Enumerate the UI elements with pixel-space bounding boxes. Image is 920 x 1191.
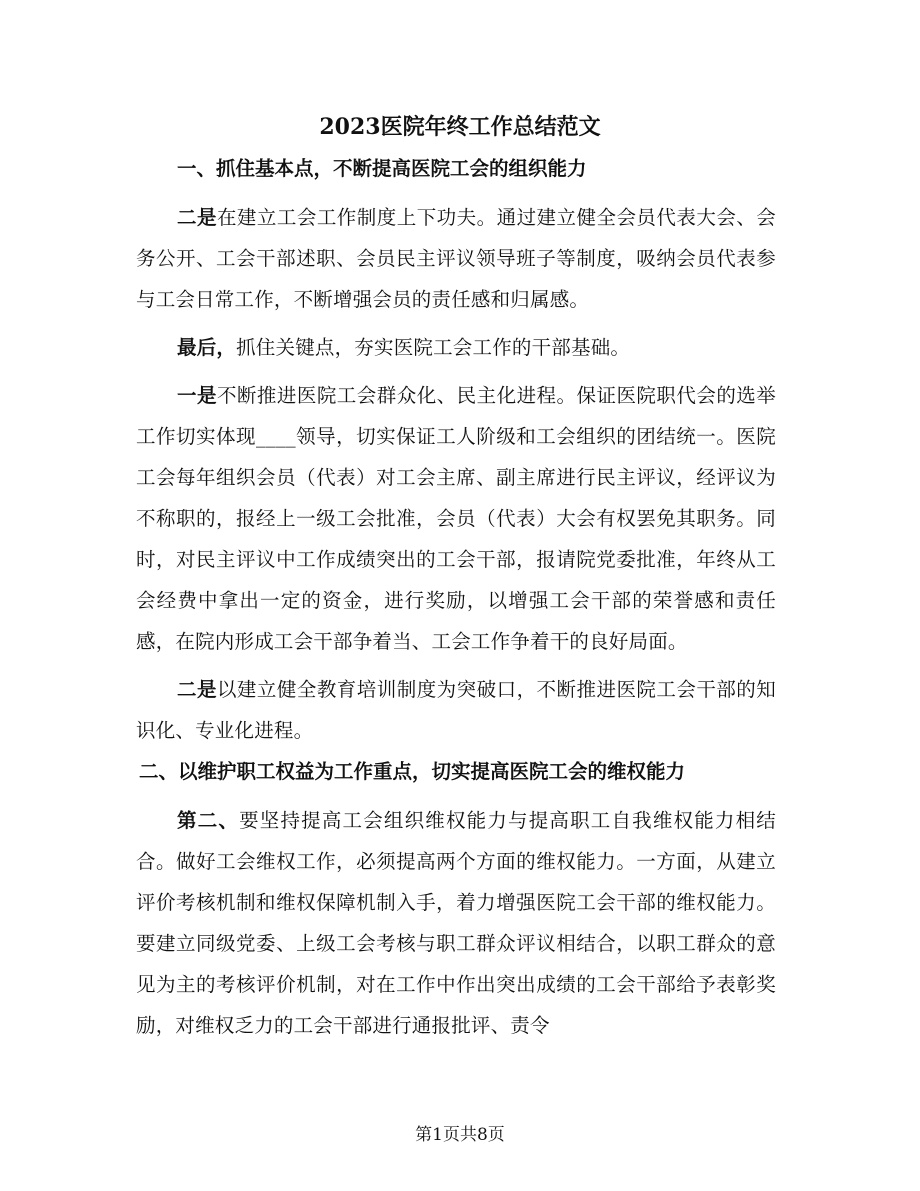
paragraph-text: 在建立工会工作制度上下功夫。通过建立健全会员代表大会、会务公开、工会干部述职、会员民主评议领导班子等制度，吸纳会员代表参与工会日常工作，不断增强会员的责任感和归属感。 bbox=[136, 206, 776, 311]
paragraph-text: 不断推进医院工会群众化、民主化进程。保证医院职代会的选举工作切实体现____领导，切实保证工人阶级和工会组织的团结统一。医院工会每年组织会员（代表）对工会主席、副主席进行民主评议，经评议为不称职的，报经上一级工会批准，会员（代表）大会有权罢免其职务。同时，对民主评议中工作成绩突出的工会干部，报请院党委批准，年终从工会经费中拿出一定的资金，进行奖励，以增强工会干部的荣誉感和责任感，在院内形成工会干部争着当、工会工作争着干的良好局面。 bbox=[136, 384, 776, 653]
paragraph-lead: 二是 bbox=[177, 206, 217, 229]
document-title: 2023医院年终工作总结范文 bbox=[319, 114, 601, 140]
paragraph-text: 要坚持提高工会组织维权能力与提高职工自我维权能力相结合。做好工会维权工作，必须提高两个方面的维权能力。一方面，从建立评价考核机制和维权保障机制入手，着力增强医院工会干部的维权能力。要建立同级党委、上级工会考核与职工群众评议相结合，以职工群众的意见为主的考核评价机制，对在工作中作出突出成绩的工会干部给予表彰奖励，对维权乏力的工会干部进行通报批评、责令 bbox=[136, 809, 776, 1037]
paragraph-2 bbox=[136, 327, 776, 368]
paragraph-lead: 最后， bbox=[177, 336, 237, 359]
paragraph-3 bbox=[136, 375, 776, 662]
paragraph-lead: 一是 bbox=[177, 384, 217, 407]
paragraph-5 bbox=[136, 800, 776, 1046]
paragraph-1 bbox=[136, 197, 776, 320]
paragraph-lead: 二是 bbox=[177, 678, 217, 701]
paragraph-4 bbox=[136, 669, 776, 751]
paragraph-lead: 第二、 bbox=[177, 809, 240, 832]
section-heading-1: 一、抓住基本点，不断提高医院工会的组织能力 bbox=[177, 157, 587, 180]
paragraph-text: 以建立健全教育培训制度为突破口，不断推进医院工会干部的知识化、专业化进程。 bbox=[136, 678, 776, 742]
paragraph-text: 抓住关键点，夯实医院工会工作的干部基础。 bbox=[236, 336, 631, 359]
page-indicator: 第1页共8页 bbox=[415, 1125, 505, 1145]
section-heading-2: 二、以维护职工权益为工作重点，切实提高医院工会的维权能力 bbox=[139, 760, 686, 783]
document-body bbox=[136, 155, 776, 1053]
